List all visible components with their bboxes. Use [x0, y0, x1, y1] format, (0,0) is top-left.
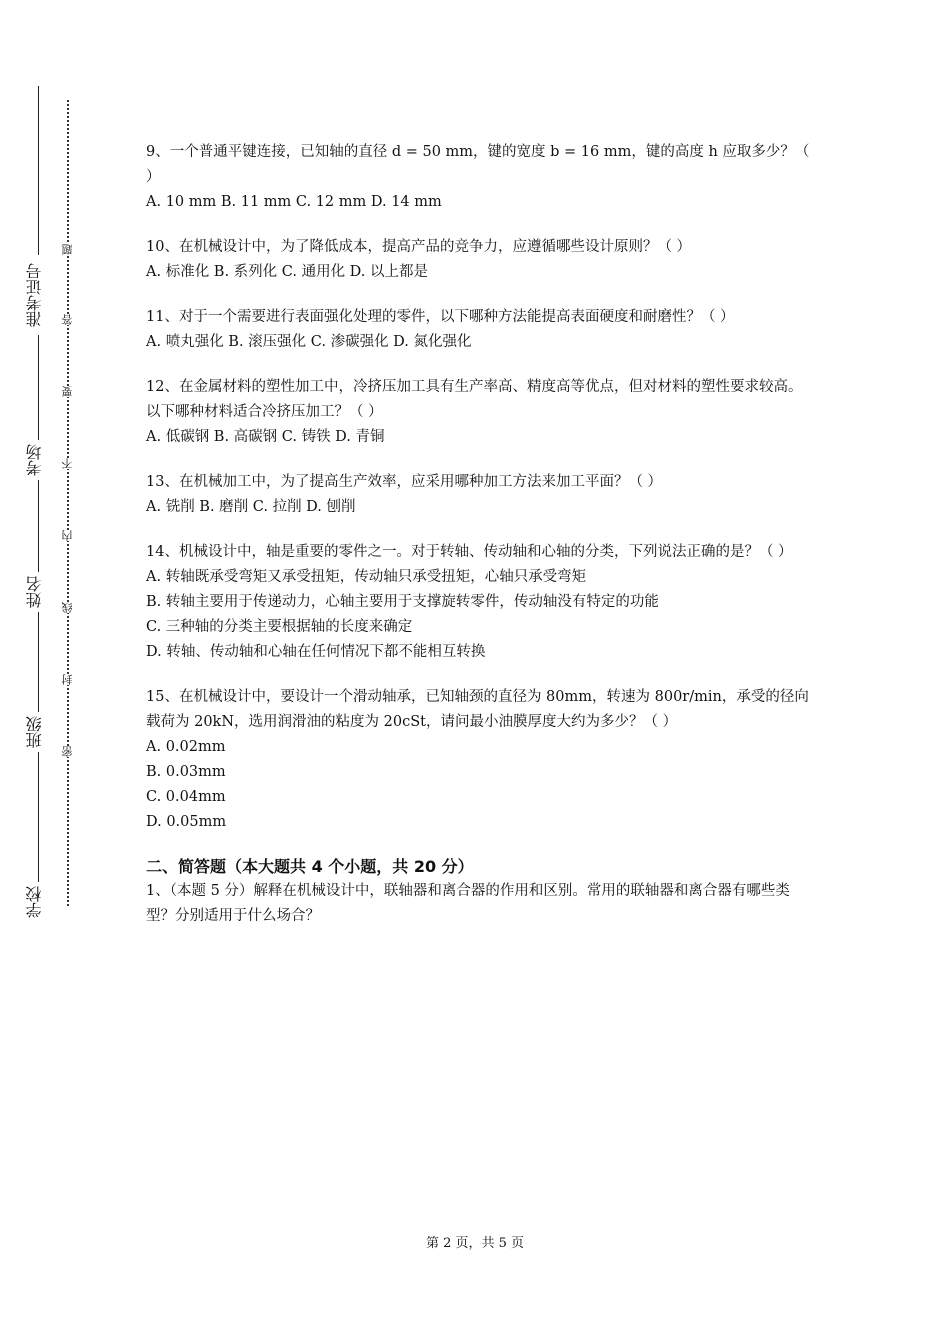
option-d: D. 0.05mm [146, 814, 227, 830]
binding-word: 线 [59, 602, 77, 613]
question-text: 10、在机械设计中，为了降低成本，提高产品的竞争力，应遵循哪些设计原则？（ ） [146, 239, 692, 255]
question-text: 11、对于一个需要进行表面强化处理的零件，以下哪种方法能提高表面硬度和耐磨性？（ ） [146, 309, 735, 325]
question-text: 9、一个普通平键连接，已知轴的直径 d = 50 mm，键的宽度 b = 16 mm，键的高度 h 应取多少？（ ） [146, 144, 810, 185]
page-footer: 第 2 页，共 5 页 [425, 1236, 525, 1251]
question-12 [146, 375, 814, 450]
question-text: 13、在机械加工中，为了提高生产效率，应采用哪种加工方法来加工平面？（ ） [146, 474, 663, 490]
binding-word: 要 [59, 386, 77, 397]
question-options: A. 标准化 B. 系列化 C. 通用化 D. 以上都是 [146, 264, 429, 280]
label-class: 班级 [20, 712, 50, 752]
binding-word: 不 [59, 458, 77, 469]
option-b: B. 0.03mm [146, 764, 226, 780]
question-14 [146, 540, 814, 665]
question-text: 15、在机械设计中，要设计一个滑动轴承，已知轴颈的直径为 80mm，转速为 800r/min，承受的径向载荷为 20kN，选用润滑油的粘度为 20cSt，请问最小油膜厚度大约为多少？（ ） [146, 689, 809, 730]
question-options: A. 低碳钢 B. 高碳钢 C. 铸铁 D. 青铜 [146, 429, 385, 445]
question-15 [146, 685, 814, 835]
binding-word: 内 [59, 530, 77, 541]
question-options: A. 铣削 B. 磨削 C. 拉削 D. 刨削 [146, 499, 356, 515]
label-exam-room: 考场 [20, 440, 50, 480]
label-school: 学校 [20, 882, 50, 922]
binding-word: 封 [59, 674, 77, 685]
label-name: 姓名 [20, 572, 50, 612]
option-b: B. 转轴主要用于传递动力，心轴主要用于支撑旋转零件，传动轴没有特定的功能 [146, 594, 659, 610]
question-options: A. 喷丸强化 B. 滚压强化 C. 渗碳强化 D. 氮化强化 [146, 334, 472, 350]
option-d: D. 转轴、传动轴和心轴在任何情况下都不能相互转换 [146, 644, 486, 660]
option-a: A. 转轴既承受弯矩又承受扭矩，传动轴只承受扭矩，心轴只承受弯矩 [146, 569, 587, 585]
exam-content [146, 140, 814, 929]
section-title: 二、简答题（本大题共 4 个小题，共 20 分） [146, 857, 474, 876]
question-options: A. 10 mm B. 11 mm C. 12 mm D. 14 mm [146, 194, 442, 210]
binding-solid-line [38, 86, 39, 922]
question-text: 12、在金属材料的塑性加工中，冷挤压加工具有生产率高、精度高等优点，但对材料的塑性要求较高。以下哪种材料适合冷挤压加工？（ ） [146, 379, 803, 420]
option-c: C. 三种轴的分类主要根据轴的长度来确定 [146, 619, 413, 635]
binding-word: 题 [59, 244, 77, 255]
option-a: A. 0.02mm [146, 739, 226, 755]
question-13 [146, 470, 814, 520]
question-11 [146, 305, 814, 355]
question-10 [146, 235, 814, 285]
question-text: 14、机械设计中，轴是重要的零件之一。对于转轴、传动轴和心轴的分类，下列说法正确的是？（ ） [146, 544, 793, 560]
short-answer-question-1: 1、（本题 5 分）解释在机械设计中，联轴器和离合器的作用和区别。常用的联轴器和离合器有哪些类型？分别适用于什么场合？ [146, 883, 790, 924]
question-9 [146, 140, 814, 215]
binding-word: 密 [59, 746, 77, 757]
label-exam-number: 准考证号 [20, 255, 50, 335]
option-c: C. 0.04mm [146, 789, 226, 805]
binding-word: 答 [59, 314, 77, 325]
binding-dotted-line [67, 100, 69, 906]
